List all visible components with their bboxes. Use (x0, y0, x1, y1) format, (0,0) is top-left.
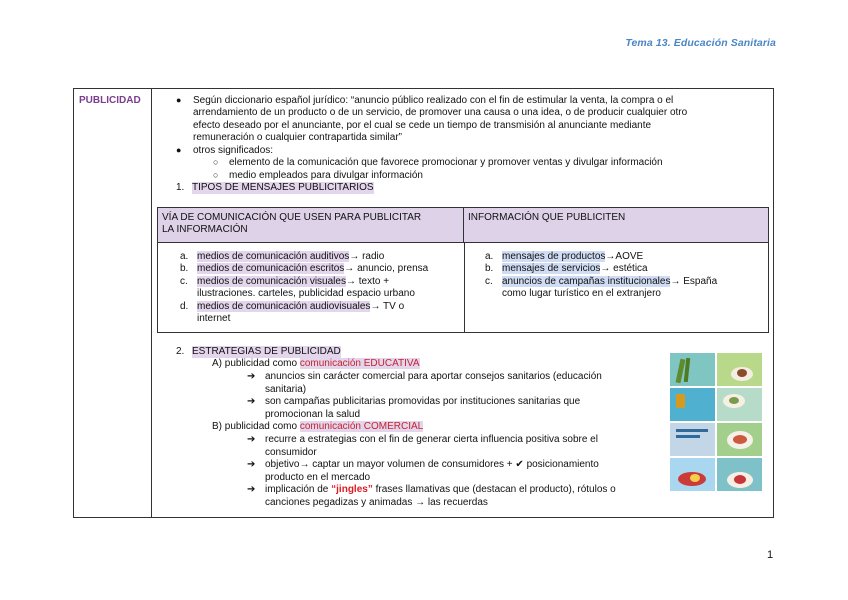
definition-line-2: arrendamiento de un producto o de un servicio, de promover una causa o una idea, o de producir cualquier otro (193, 107, 688, 118)
list-letter: c. (180, 276, 188, 287)
poster-tile (717, 423, 762, 456)
poster-tile (717, 388, 762, 421)
poster-tile (717, 353, 762, 386)
strategy-b: B) publicidad como comunicación COMERCIAL (212, 421, 424, 432)
arrow-icon: ➔ (247, 434, 256, 445)
list-item: mensajes de servicios→ estética (502, 263, 648, 274)
header-information: INFORMACIÓN QUE PUBLICITEN (464, 208, 768, 243)
arrow-icon: ➔ (247, 371, 256, 382)
strategy-a-point-1: anuncios sin carácter comercial para aportar consejos sanitarios (educación (265, 371, 602, 382)
poster-tile (717, 458, 762, 491)
section-2-title: ESTRATEGIAS DE PUBLICIDAD (192, 346, 341, 357)
column-divider (464, 243, 465, 332)
meaning-2: medio empleados para divulgar información (229, 170, 423, 181)
list-letter: a. (180, 251, 189, 262)
health-campaign-collage-image (670, 353, 762, 491)
header-left-line-2: LA INFORMACIÓN (162, 224, 248, 235)
page-number: 1 (767, 549, 774, 561)
list-letter: b. (180, 263, 189, 274)
section-1-title: TIPOS DE MENSAJES PUBLICITARIOS (192, 182, 374, 193)
arrow-icon: ➔ (247, 396, 256, 407)
list-item: medios de comunicación visuales→ texto + (197, 276, 390, 287)
poster-tile (670, 423, 715, 456)
arrow-icon: ➔ (247, 459, 256, 470)
list-item-continuation: internet (197, 313, 231, 324)
strategy-b-point-2: objetivo→ captar un mayor volumen de consumidores + ✔ posicionamiento (265, 459, 599, 470)
definition-line-1: Según diccionario español jurídico: “anuncio público realizado con el fin de estimular la venta, la compra o el (193, 95, 674, 106)
meaning-1: elemento de la comunicación que favorece promocionar y promover ventas y divulgar información (229, 157, 663, 168)
strategy-b-point-3: implicación de “jingles” frases llamativas que (destacan el producto), rótulos o (265, 484, 616, 495)
arrow-icon: ➔ (247, 484, 256, 495)
strategy-b-point-3-cont: canciones pegadizas y animadas → las recuerdas (265, 497, 488, 508)
list-item-continuation: como lugar turístico en el extranjero (502, 288, 661, 299)
document-header: Tema 13. Educación Sanitaria (625, 37, 776, 49)
strategy-b-point-1-cont: consumidor (265, 447, 317, 458)
poster-tile (670, 458, 715, 491)
list-item: mensajes de productos→AOVE (502, 251, 644, 262)
section-1-number: 1. (176, 182, 185, 193)
poster-tile (670, 353, 715, 386)
label-column (74, 89, 152, 517)
list-item-continuation: ilustraciones. carteles, publicidad espacio urbano (197, 288, 415, 299)
strategy-b-point-2-cont: producto en el mercado (265, 472, 371, 483)
header-left-line-1: VÍA DE COMUNICACIÓN QUE USEN PARA PUBLICITAR (162, 212, 422, 223)
circle-bullet-icon: ○ (213, 157, 219, 167)
section-label: PUBLICIDAD (79, 95, 141, 106)
other-meanings: otros significados: (193, 145, 274, 156)
definition-line-3: efecto deseado por el anunciante, por el cual se cede un tiempo de transmisión al anunciante mediante (193, 120, 652, 131)
strategy-a-point-2-cont: promocionan la salud (265, 409, 361, 420)
list-letter: a. (485, 251, 494, 262)
list-letter: c. (485, 276, 493, 287)
list-item: medios de comunicación escritos→ anuncio, prensa (197, 263, 429, 274)
poster-tile (670, 388, 715, 421)
bullet-icon: ● (176, 95, 182, 105)
list-letter: b. (485, 263, 494, 274)
list-item: anuncios de campañas institucionales→ España (502, 276, 718, 287)
definition-line-4: remuneración o cualquier contrapartida similar” (193, 132, 402, 143)
strategy-a: A) publicidad como comunicación EDUCATIVA (212, 358, 420, 369)
strategy-a-point-2: son campañas publicitarias promovidas por instituciones sanitarias que (265, 396, 581, 407)
circle-bullet-icon: ○ (213, 170, 219, 180)
strategy-a-point-1-cont: sanitaria) (265, 384, 307, 395)
list-item: medios de comunicación audiovisuales→ TV o (197, 301, 405, 312)
strategy-b-point-1: recurre a estrategias con el fin de generar cierta influencia positiva sobre el (265, 434, 598, 445)
list-item: medios de comunicación auditivos→ radio (197, 251, 385, 262)
section-2-number: 2. (176, 346, 185, 357)
bullet-icon: ● (176, 145, 182, 155)
header-communication-channel (158, 208, 464, 243)
list-letter: d. (180, 301, 189, 312)
